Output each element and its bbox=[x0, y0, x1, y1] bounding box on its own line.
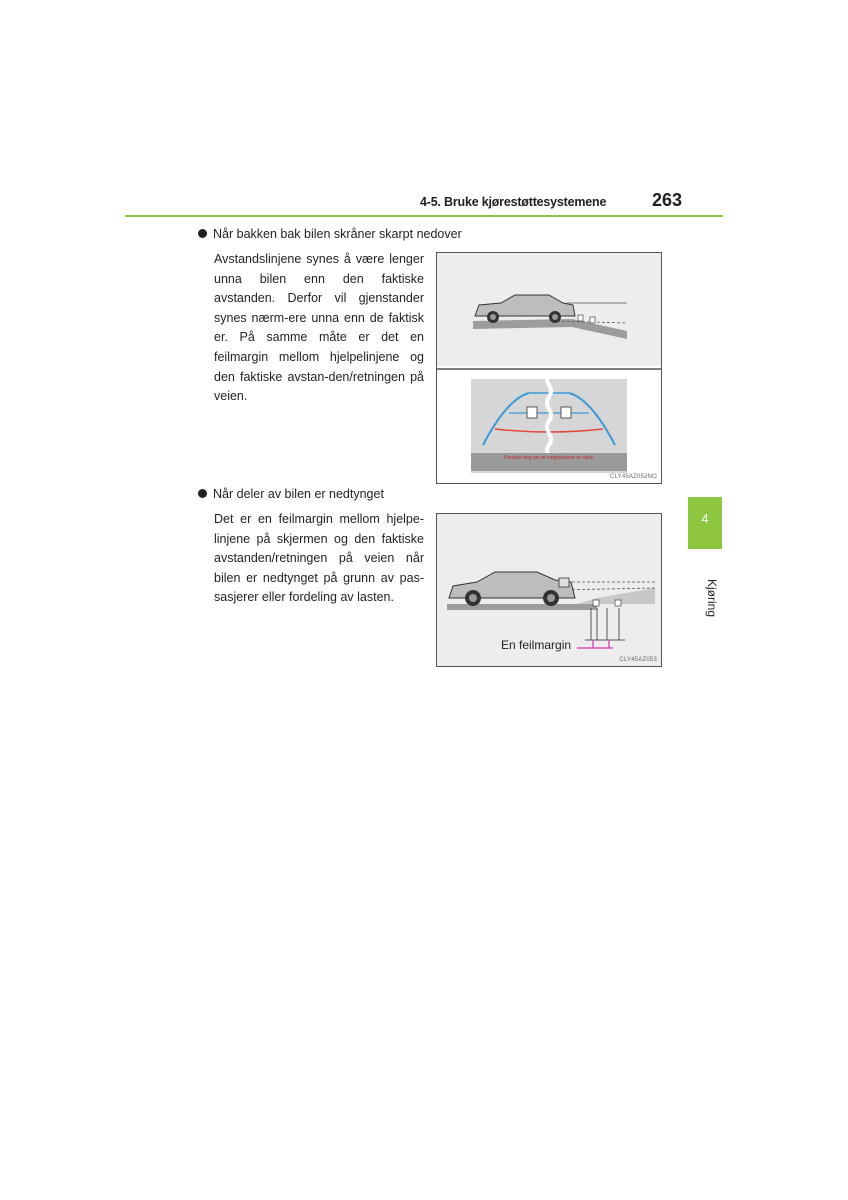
chapter-label: Kjøring bbox=[705, 579, 719, 618]
screen-caption: Forsikre deg om at omgivelsene er sikre. bbox=[503, 455, 595, 461]
bullet-dot-icon bbox=[198, 489, 207, 498]
page-number: 263 bbox=[652, 190, 683, 210]
bullet-heading-1 bbox=[198, 227, 462, 241]
section-title: 4-5. Bruke kjørestøttesystemene bbox=[420, 195, 607, 209]
paragraph-2: Det er en feilmargin mellom hjelpe-linjene på skjermen og den faktiske avstanden/retningen på veien når bilen er nedtynget på grunn av pas-sasjerer eller fordeling av lasten. bbox=[214, 512, 424, 605]
chapter-label-wrap bbox=[689, 557, 719, 617]
chapter-number: 4 bbox=[701, 511, 709, 526]
figure-slope-illustration bbox=[437, 253, 661, 483]
heading-text: Når deler av bilen er nedtynget bbox=[213, 487, 384, 501]
paragraph-1: Avstandslinjene synes å være lenger unna bilen enn den faktiske avstanden. Derfor vil gjenstander synes nærm-ere unna enn de faktisk er. På samme måte er det en feilmargin mellom hjelpelinjene og den faktiske avstan-den/retningen på veien. bbox=[214, 252, 424, 404]
error-margin-label: En feilmargin bbox=[501, 638, 572, 652]
chapter-tab bbox=[688, 497, 722, 549]
heading-text: Når bakken bak bilen skråner skarpt nedover bbox=[213, 227, 462, 241]
bullet-heading-2 bbox=[198, 487, 384, 501]
header-rule bbox=[125, 215, 723, 217]
figure-code: CLY45AZ052NO bbox=[610, 474, 657, 480]
figure-slope-down bbox=[436, 252, 662, 484]
figure-code: CLY45AZ053 bbox=[619, 657, 657, 663]
bullet-dot-icon bbox=[198, 229, 207, 238]
